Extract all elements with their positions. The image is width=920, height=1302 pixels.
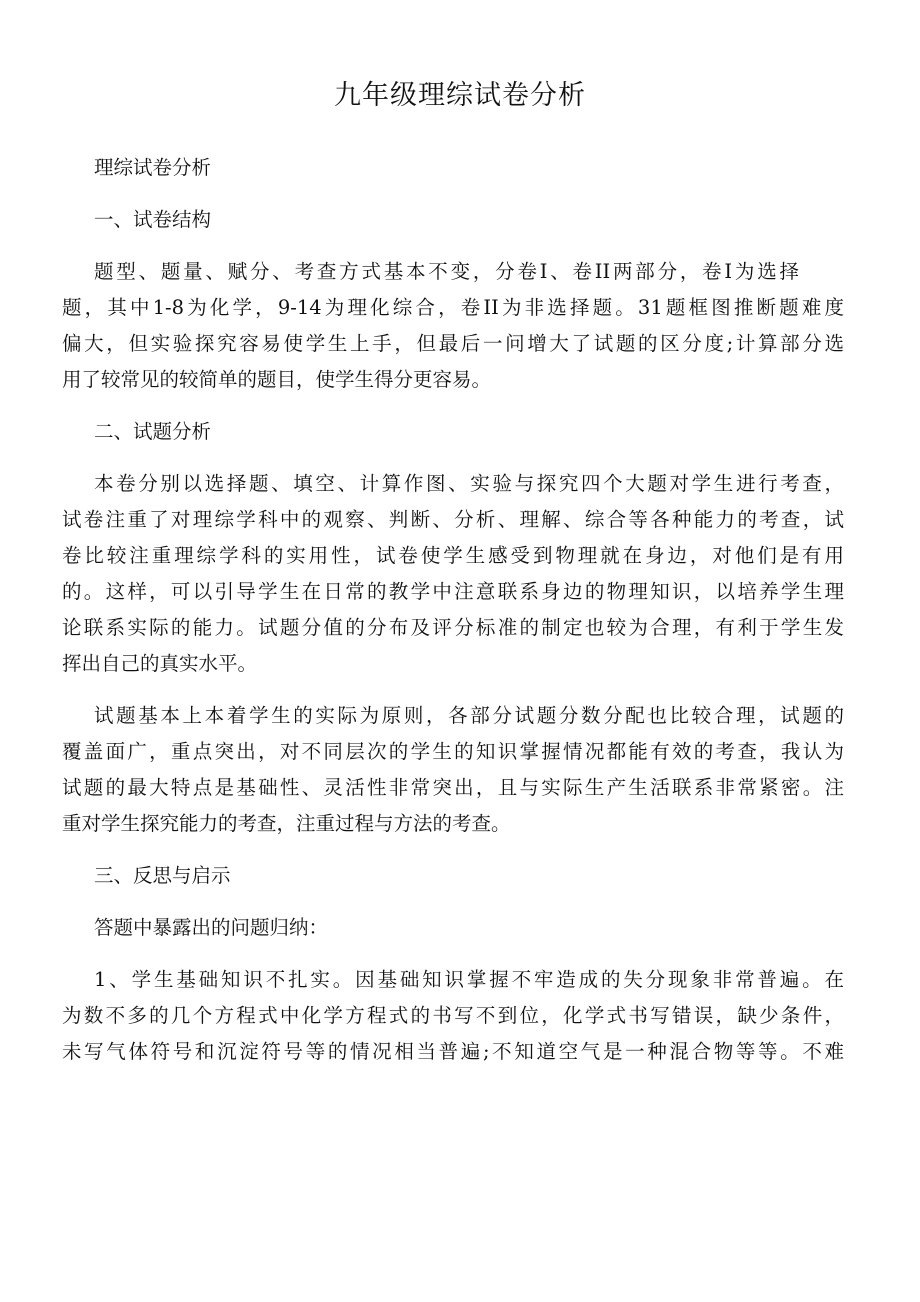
section-heading-analysis: 二、试题分析 xyxy=(94,420,212,443)
paragraph-line: 的。这样，可以引导学生在日常的教学中注意联系身边的物理知识，以培养学生理 xyxy=(62,580,844,603)
paragraph-line: 未写气体符号和沉淀符号等的情况相当普遍;不知道空气是一种混合物等等。不难 xyxy=(62,1040,844,1063)
paragraph-line: 1、学生基础知识不扎实。因基础知识掌握不牢造成的失分现象非常普遍。在 xyxy=(94,968,844,991)
paragraph-principle xyxy=(62,698,844,842)
problems-intro: 答题中暴露出的问题归纳： xyxy=(94,916,329,939)
paragraph-line: 卷比较注重理综学科的实用性，试卷使学生感受到物理就在身边，对他们是有用 xyxy=(62,544,844,567)
paragraph-line: 挥出自己的真实水平。 xyxy=(62,652,258,675)
paragraph-line: 偏大，但实验探究容易使学生上手，但最后一问增大了试题的区分度;计算部分选 xyxy=(62,332,844,355)
paragraph-analysis xyxy=(62,466,844,682)
paragraph-line: 为数不多的几个方程式中化学方程式的书写不到位，化学式书写错误，缺少条件， xyxy=(62,1004,844,1027)
paragraph-line: 本卷分别以选择题、填空、计算作图、实验与探究四个大题对学生进行考查， xyxy=(94,472,844,495)
paragraph-line: 试卷注重了对理综学科中的观察、判断、分析、理解、综合等各种能力的考查，试 xyxy=(62,508,844,531)
section-heading-structure: 一、试卷结构 xyxy=(94,208,212,231)
paragraph-line: 题型、题量、赋分、考查方式基本不变，分卷I、卷II两部分，卷I为选择 xyxy=(94,260,799,283)
paragraph-line: 论联系实际的能力。试题分值的分布及评分标准的制定也较为合理，有利于学生发 xyxy=(62,616,844,639)
document-body xyxy=(62,150,844,1070)
paragraph-line: 试题基本上本着学生的实际为原则，各部分试题分数分配也比较合理，试题的 xyxy=(94,704,844,727)
paragraph-line: 题，其中1-8为化学，9-14为理化综合，卷II为非选择题。31题框图推断题难度 xyxy=(62,296,844,319)
paragraph-structure xyxy=(62,254,844,398)
section-heading-reflection: 三、反思与启示 xyxy=(94,864,231,887)
subtitle: 理综试卷分析 xyxy=(94,156,212,179)
paragraph-line: 覆盖面广，重点突出，对不同层次的学生的知识掌握情况都能有效的考查，我认为 xyxy=(62,740,844,763)
paragraph-line: 试题的最大特点是基础性、灵活性非常突出，且与实际生产生活联系非常紧密。注 xyxy=(62,776,844,799)
document-title: 九年级理综试卷分析 xyxy=(334,80,586,111)
paragraph-problem-1 xyxy=(62,962,844,1070)
paragraph-line: 重对学生探究能力的考查，注重过程与方法的考查。 xyxy=(62,812,511,835)
paragraph-line: 用了较常见的较简单的题目，使学生得分更容易。 xyxy=(62,368,492,391)
